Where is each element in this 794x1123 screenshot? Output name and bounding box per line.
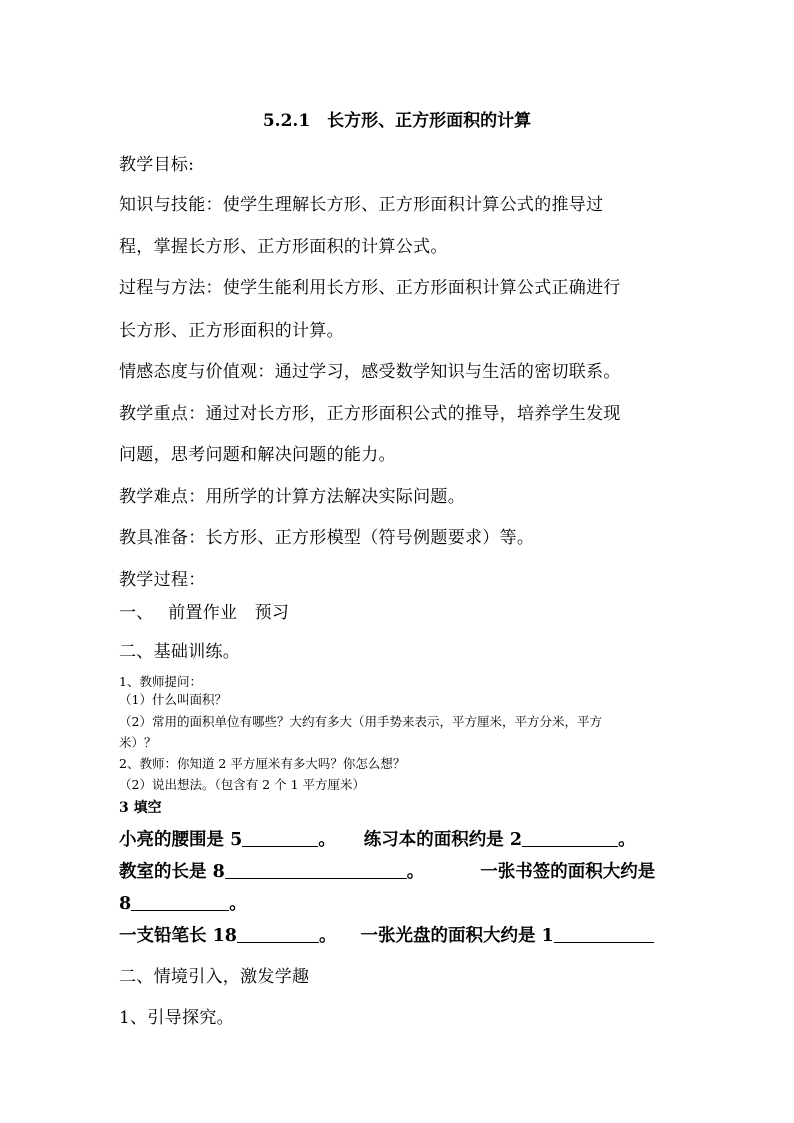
fill-blank-heading: 3 填空 <box>119 800 162 816</box>
cd-area-prompt: 一张光盘的面积大约是 1 <box>360 926 554 946</box>
fill-row-4 <box>119 922 654 947</box>
pencil-length-prompt: 一支铅笔长 18 <box>119 926 237 946</box>
document-title: 5.2.1 长方形、正方形面积的计算 <box>262 111 532 131</box>
classroom-length-prompt: 教室的长是 8 <box>119 862 225 882</box>
notebook-area-period: 。 <box>618 830 636 850</box>
process-method-line-2: 长方形、正方形面积的计算。 <box>119 321 344 341</box>
question-2-line-2: 米）？ <box>119 735 157 750</box>
notebook-area-prompt: 练习本的面积约是 2 <box>363 830 523 850</box>
waist-blank[interactable] <box>242 829 318 848</box>
waist-prompt: 小亮的腰围是 5 <box>119 830 243 850</box>
teaching-aids-line: 教具准备：长方形、正方形模型（符号例题要求）等。 <box>119 528 535 548</box>
question-2-answer: （2）说出想法。（包含有 2 个 1 平方厘米） <box>119 777 366 792</box>
bookmark-area-number: 8 <box>119 894 132 914</box>
bookmark-area-blank[interactable] <box>131 893 229 912</box>
pencil-length-blank[interactable] <box>237 925 319 944</box>
classroom-length-period: 。 <box>406 862 425 882</box>
section-one-heading: 一、 前置作业 预习 <box>119 603 290 623</box>
question-1: （1）什么叫面积？ <box>119 692 227 707</box>
waist-period: 。 <box>318 830 336 850</box>
fill-row-3 <box>119 890 247 915</box>
teaching-objectives-heading: 教学目标: <box>119 155 195 175</box>
bookmark-area-period: 。 <box>229 894 247 914</box>
cd-area-blank[interactable] <box>554 925 654 944</box>
teacher-question-2: 2、教师：你知道 2 平方厘米有多大吗？你怎么想？ <box>119 756 406 771</box>
teacher-question-heading: 1、教师提问： <box>119 674 202 689</box>
emotion-attitude-line: 情感态度与价值观：通过学习，感受数学知识与生活的密切联系。 <box>119 362 621 382</box>
question-2-line-1: （2）常用的面积单位有哪些？大约有多大（用手势来表示，平方厘米，平方分米，平方 <box>119 714 602 729</box>
fill-row-1 <box>119 826 636 851</box>
classroom-length-blank[interactable] <box>225 861 407 880</box>
pencil-length-period: 。 <box>318 926 337 946</box>
bookmark-area-prompt: 一张书签的面积大约是 <box>480 862 656 882</box>
guided-exploration-heading: 1、引导探究。 <box>119 1008 234 1028</box>
key-points-line-1: 教学重点：通过对长方形，正方形面积公式的推导，培养学生发现 <box>119 404 621 424</box>
difficult-points-line: 教学难点：用所学的计算方法解决实际问题。 <box>119 487 465 507</box>
process-method-line-1: 过程与方法：使学生能利用长方形、正方形面积计算公式正确进行 <box>119 278 621 298</box>
section-two-heading: 二、基础训练。 <box>119 642 241 662</box>
key-points-line-2: 问题，思考问题和解决问题的能力。 <box>119 445 396 465</box>
scenario-intro-heading: 二、情境引入，激发学趣 <box>119 967 310 987</box>
knowledge-skills-line-1: 知识与技能：使学生理解长方形、正方形面积计算公式的推导过 <box>119 195 604 215</box>
knowledge-skills-line-2: 程，掌握长方形、正方形面积的计算公式。 <box>119 237 448 257</box>
notebook-area-blank[interactable] <box>522 829 618 848</box>
fill-row-2 <box>119 858 655 883</box>
teaching-process-heading: 教学过程： <box>119 570 206 590</box>
